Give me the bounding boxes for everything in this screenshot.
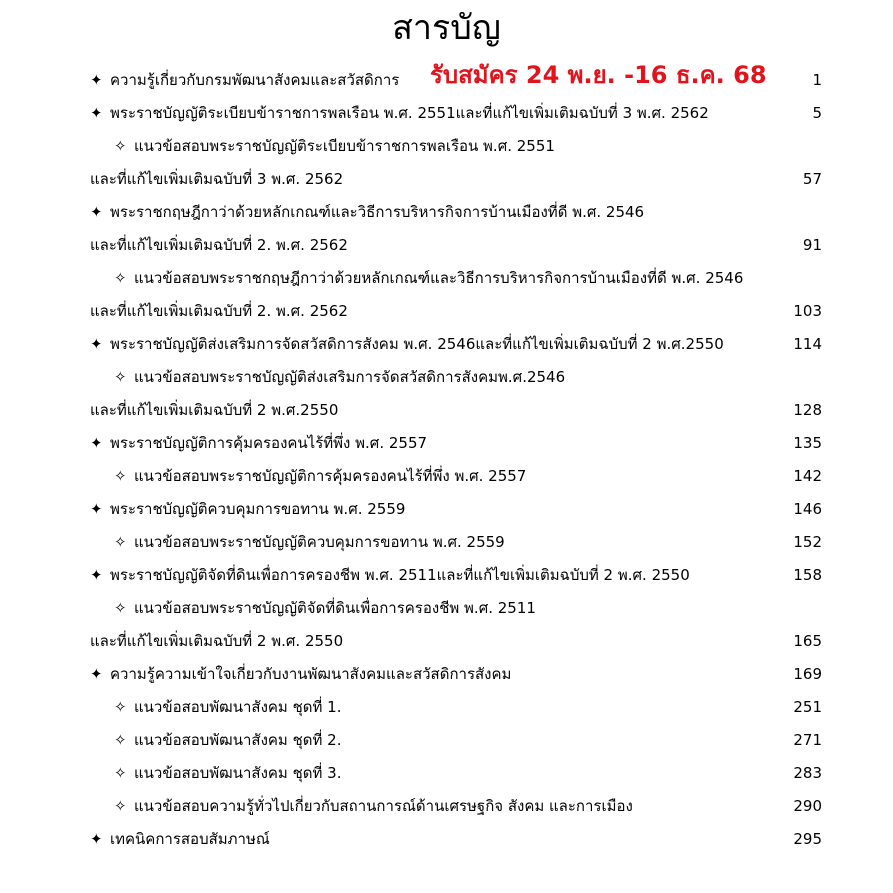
- star-outline-bullet-icon: ✧: [114, 599, 127, 617]
- toc-entry-text: แนวข้อสอบพัฒนาสังคม ชุดที่ 3.: [134, 764, 342, 782]
- toc-page-number: 1: [812, 71, 822, 89]
- toc-page-number: 5: [812, 104, 822, 122]
- toc-entry: [114, 692, 341, 722]
- toc-entry-text: แนวข้อสอบพัฒนาสังคม ชุดที่ 1.: [134, 698, 342, 716]
- toc-entry-continuation: และที่แก้ไขเพิ่มเติมฉบับที่ 2. พ.ศ. 2562: [90, 302, 348, 320]
- toc-page-number: 283: [793, 764, 822, 782]
- toc-entry: [90, 659, 511, 689]
- toc-page-number: 91: [802, 236, 822, 254]
- toc-page-number: 158: [793, 566, 822, 584]
- star-bullet-icon: ✦: [90, 335, 103, 353]
- toc-entry: [90, 197, 644, 227]
- toc-page-number: 251: [793, 698, 822, 716]
- toc-entry: [114, 527, 505, 557]
- star-outline-bullet-icon: ✧: [114, 764, 127, 782]
- toc-entry-text: แนวข้อสอบพระราชบัญญัติการคุ้มครองคนไร้ที่พึ่ง พ.ศ. 2557: [134, 467, 527, 485]
- toc-entry-text: แนวข้อสอบความรู้ทั่วไปเกี่ยวกับสถานการณ์ด้านเศรษฐกิจ สังคม และการเมือง: [134, 797, 633, 815]
- toc-entry-text: พระราชบัญญัติส่งเสริมการจัดสวัสดิการสังคม พ.ศ. 2546และที่แก้ไขเพิ่มเติมฉบับที่ 2 พ.ศ.2550: [110, 335, 724, 353]
- toc-page-number: 169: [793, 665, 822, 683]
- star-outline-bullet-icon: ✧: [114, 269, 127, 287]
- toc-entry-text: แนวข้อสอบพระราชบัญญัติส่งเสริมการจัดสวัสดิการสังคมพ.ศ.2546: [134, 368, 566, 386]
- toc-entry-text: พระราชบัญญัติระเบียบข้าราชการพลเรือน พ.ศ. 2551และที่แก้ไขเพิ่มเติมฉบับที่ 3 พ.ศ. 2562: [110, 104, 709, 122]
- toc-page-number: 142: [793, 467, 822, 485]
- toc-page-number: 290: [793, 797, 822, 815]
- star-outline-bullet-icon: ✧: [114, 137, 127, 155]
- toc-page-number: 114: [793, 335, 822, 353]
- toc-entry: [90, 65, 399, 95]
- toc-page-number: 135: [793, 434, 822, 452]
- toc-entry: [90, 98, 709, 128]
- toc-entry-text: พระราชบัญญัติการคุ้มครองคนไร้ที่พึ่ง พ.ศ. 2557: [110, 434, 428, 452]
- star-bullet-icon: ✦: [90, 830, 103, 848]
- toc-entry: [114, 461, 526, 491]
- toc-entry-text: แนวข้อสอบพระราชกฤษฎีกาว่าด้วยหลักเกณฑ์และวิธีการบริหารกิจการบ้านเมืองที่ดี พ.ศ. 2546: [134, 269, 744, 287]
- star-bullet-icon: ✦: [90, 71, 103, 89]
- toc-entry-text: ความรู้ความเข้าใจเกี่ยวกับงานพัฒนาสังคมและสวัสดิการสังคม: [110, 665, 512, 683]
- star-outline-bullet-icon: ✧: [114, 368, 127, 386]
- toc-entry-continuation: และที่แก้ไขเพิ่มเติมฉบับที่ 2. พ.ศ. 2562: [90, 236, 348, 254]
- toc-entry: [90, 329, 724, 359]
- toc-page-number: 57: [802, 170, 822, 188]
- star-bullet-icon: ✦: [90, 203, 103, 221]
- toc-entry-text: ความรู้เกี่ยวกับกรมพัฒนาสังคมและสวัสดิการ: [110, 71, 400, 89]
- toc-entry: [114, 725, 341, 755]
- toc-page-number: 271: [793, 731, 822, 749]
- star-bullet-icon: ✦: [90, 566, 103, 584]
- toc-page-number: 152: [793, 533, 822, 551]
- toc-entry-continuation: และที่แก้ไขเพิ่มเติมฉบับที่ 2 พ.ศ.2550: [90, 401, 339, 419]
- toc-entry-text: แนวข้อสอบพัฒนาสังคม ชุดที่ 2.: [134, 731, 342, 749]
- star-outline-bullet-icon: ✧: [114, 797, 127, 815]
- star-outline-bullet-icon: ✧: [114, 698, 127, 716]
- toc-page-number: 146: [793, 500, 822, 518]
- toc-entry-text: พระราชบัญญัติจัดที่ดินเพื่อการครองชีพ พ.ศ. 2511และที่แก้ไขเพิ่มเติมฉบับที่ 2 พ.ศ. 2550: [110, 566, 690, 584]
- toc-entry-continuation: และที่แก้ไขเพิ่มเติมฉบับที่ 2 พ.ศ. 2550: [90, 632, 344, 650]
- toc-entry: [90, 494, 405, 524]
- star-outline-bullet-icon: ✧: [114, 533, 127, 551]
- toc-entry: [90, 824, 270, 854]
- star-bullet-icon: ✦: [90, 104, 103, 122]
- toc-page-number: 103: [793, 302, 822, 320]
- star-bullet-icon: ✦: [90, 434, 103, 452]
- toc-entry: [114, 593, 536, 623]
- toc-page-number: 295: [793, 830, 822, 848]
- toc-entry: [114, 131, 555, 161]
- toc-entry: [90, 560, 690, 590]
- toc-entry-text: พระราชกฤษฎีกาว่าด้วยหลักเกณฑ์และวิธีการบริหารกิจการบ้านเมืองที่ดี พ.ศ. 2546: [110, 203, 645, 221]
- toc-entry: [114, 263, 743, 293]
- star-outline-bullet-icon: ✧: [114, 467, 127, 485]
- toc-entry: [90, 428, 427, 458]
- toc-entry-text: แนวข้อสอบพระราชบัญญัติระเบียบข้าราชการพลเรือน พ.ศ. 2551: [134, 137, 555, 155]
- toc-entry: [114, 791, 633, 821]
- toc-page-number: 128: [793, 401, 822, 419]
- toc-page-number: 165: [793, 632, 822, 650]
- toc-entry-text: เทคนิคการสอบสัมภาษณ์: [110, 830, 270, 848]
- toc-entry-continuation: และที่แก้ไขเพิ่มเติมฉบับที่ 3 พ.ศ. 2562: [90, 170, 344, 188]
- toc-entry-text: พระราชบัญญัติควบคุมการขอทาน พ.ศ. 2559: [110, 500, 406, 518]
- star-outline-bullet-icon: ✧: [114, 731, 127, 749]
- toc-entry: [114, 758, 341, 788]
- page-title: สารบัญ: [392, 8, 501, 48]
- star-bullet-icon: ✦: [90, 500, 103, 518]
- toc-entry: [114, 362, 565, 392]
- toc-entry-text: แนวข้อสอบพระราชบัญญัติจัดที่ดินเพื่อการครองชีพ พ.ศ. 2511: [134, 599, 536, 617]
- toc-entry-text: แนวข้อสอบพระราชบัญญัติควบคุมการขอทาน พ.ศ. 2559: [134, 533, 505, 551]
- star-bullet-icon: ✦: [90, 665, 103, 683]
- promo-banner: รับสมัคร 24 พ.ย. -16 ธ.ค. 68: [430, 61, 767, 89]
